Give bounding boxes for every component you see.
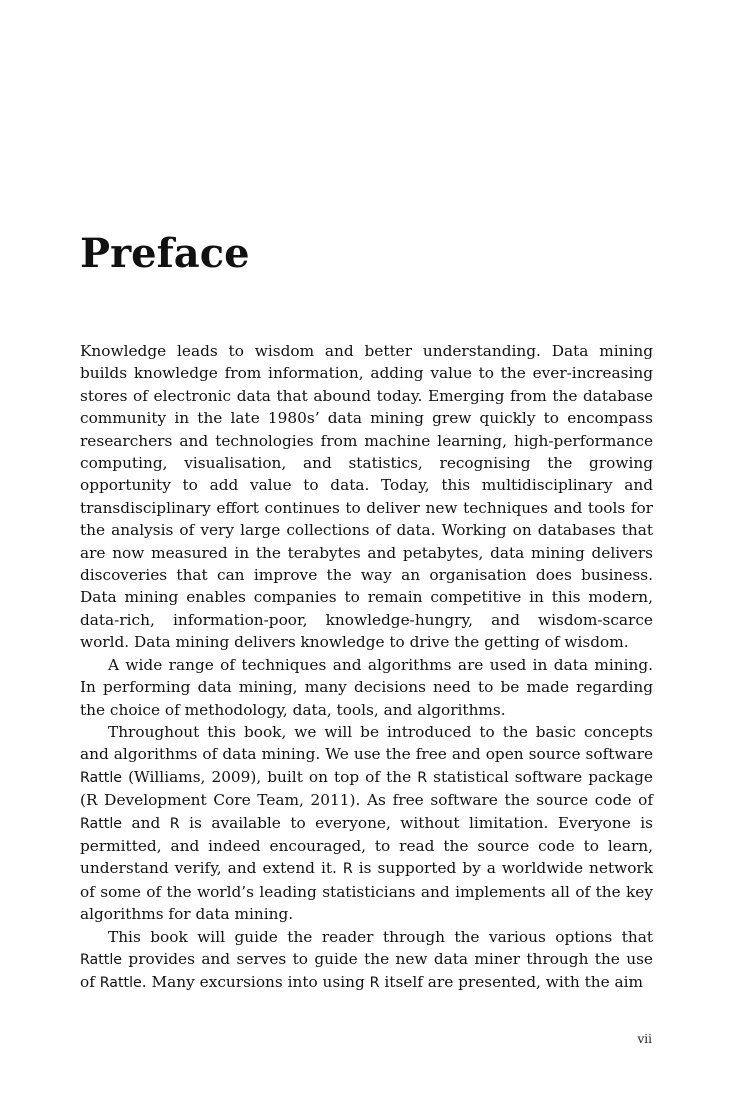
rattle-name: Rattle (80, 769, 123, 786)
paragraph-3-text: is available to everyone, without limitation. Everyone is permitted, and indeed encouraged, to read the source code to learn, understand verify, and extend it. (80, 813, 653, 878)
paragraph-4 (80, 926, 653, 995)
rattle-name: Rattle (99, 975, 142, 992)
r-name: R (342, 861, 353, 878)
preface-body (80, 340, 653, 995)
paragraph-4-text: This book will guide the reader through the various options that (108, 927, 653, 946)
paragraph-4-text: itself are presented, with the aim (384, 973, 644, 992)
paragraph-3-text: Throughout this book, we will be introduced to the basic concepts and algorithms of data mining. We use the free and open source software (80, 722, 653, 764)
paragraph-3-text: statistical software package (R Development Core Team, 2011). As free software the source code of (80, 767, 653, 810)
page-title: Preface (80, 230, 250, 277)
page-number: vii (637, 1032, 652, 1046)
paragraph-3-text: and (131, 813, 161, 832)
rattle-name: Rattle (80, 815, 123, 832)
paragraph-3 (80, 721, 653, 926)
r-name: R (369, 975, 380, 992)
paragraph-1: Knowledge leads to wisdom and better understanding. Data mining builds knowledge from information, adding value to the ever-increasing stores of electronic data that abound today. Emerging from the database community in the late 1980s’ data mining grew quickly to encompass researchers and technologies from machine learning, high-performance computing, visualisation, and statistics, recognising the growing opportunity to add value to data. Today, this multidisciplinary and transdisciplinary effort continues to deliver new techniques and tools for the analysis of very large collections of data. Working on databases that are now measured in the terabytes and petabytes, data mining delivers discoveries that can improve the way an organisation does business. Data mining enables companies to remain competitive in this modern, data-rich, information-poor, knowledge-hungry, and wisdom-scarce world. Data mining delivers knowledge to drive the getting of wisdom. (80, 342, 653, 652)
r-name: R (169, 815, 180, 832)
paragraph-3-text: is supported by a worldwide network of some of the world’s leading statisticians and implements all of the key algorithms for data mining. (80, 859, 653, 924)
rattle-name: Rattle (80, 951, 123, 968)
paragraph-2: A wide range of techniques and algorithms are used in data mining. In performing data mining, many decisions need to be made regarding the choice of methodology, data, tools, and algorithms. (80, 655, 653, 719)
paragraph-4-text: . Many excursions into using (141, 973, 365, 992)
r-name: R (417, 769, 428, 786)
paragraph-3-text: (Williams, 2009), built on top of the (128, 767, 412, 786)
paragraph-4-text: provides and serves to guide the new data miner through the use of (80, 949, 653, 992)
